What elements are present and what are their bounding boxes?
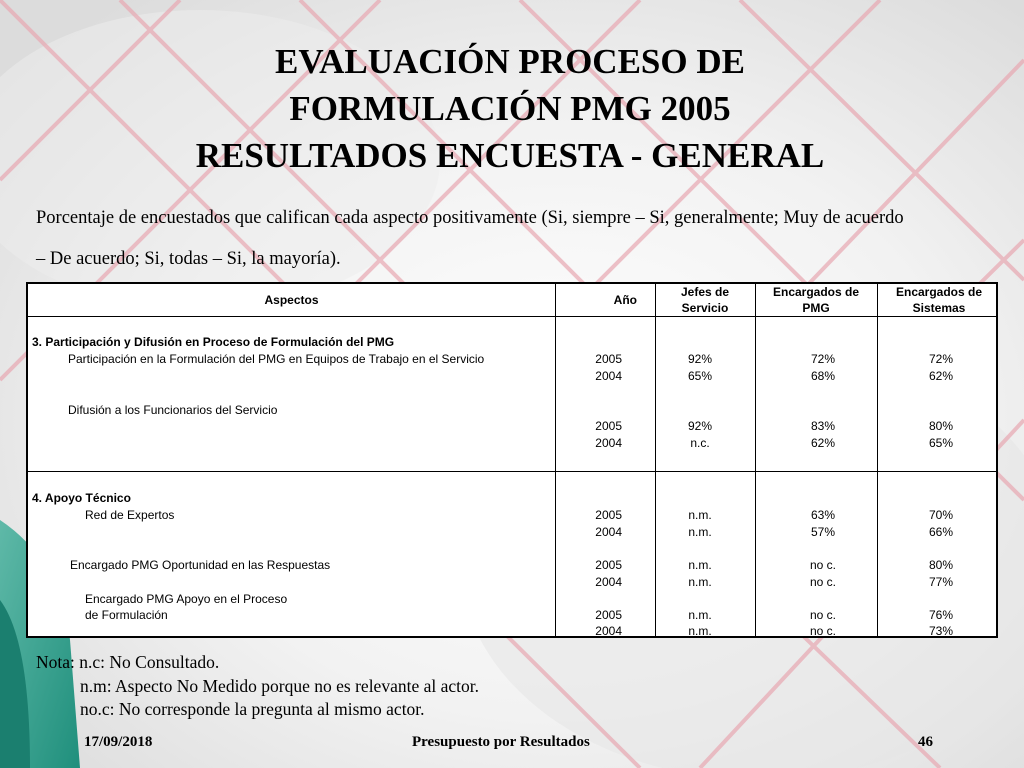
- year-cell: 2005: [595, 608, 622, 622]
- year-cell: 2005: [595, 508, 622, 522]
- sistemas-cell: 66%: [928, 525, 953, 539]
- header-anio: Año: [613, 293, 637, 307]
- aspect-label: Encargado PMG Apoyo en el Proceso: [85, 592, 288, 606]
- section-divider: [28, 471, 996, 472]
- aspect-label: Difusión a los Funcionarios del Servicio: [68, 403, 278, 417]
- year-cell: 2004: [595, 369, 622, 383]
- pmg-cell: no c.: [809, 558, 836, 572]
- sistemas-cell: 76%: [928, 608, 953, 622]
- pmg-cell: 83%: [810, 419, 836, 433]
- header-encargados-sistemas: Encargados de Sistemas: [895, 285, 983, 315]
- header-divider: [28, 316, 996, 317]
- title-line-3: RESULTADOS ENCUESTA - GENERAL: [195, 136, 825, 175]
- pmg-cell: no c.: [809, 624, 836, 638]
- header-aspectos: Aspectos: [264, 293, 319, 307]
- jefes-cell: n.m.: [688, 575, 712, 589]
- footer-title: Presupuesto por Resultados: [412, 734, 590, 750]
- year-cell: 2004: [595, 525, 622, 539]
- header-jefes: Jefes de Servicio: [680, 285, 730, 315]
- section-title: 3. Participación y Difusión en Proceso de Formulación del PMG: [32, 335, 395, 349]
- pmg-cell: 68%: [810, 369, 836, 383]
- pmg-cell: 62%: [810, 436, 836, 450]
- year-cell: 2004: [595, 624, 622, 638]
- aspect-label: Encargado PMG Oportunidad en las Respuestas: [70, 558, 331, 572]
- year-cell: 2004: [595, 436, 622, 450]
- jefes-cell: 92%: [687, 352, 713, 366]
- sistemas-cell: 65%: [928, 436, 953, 450]
- aspect-label: Participación en la Formulación del PMG en Equipos de Trabajo en el Servicio: [68, 352, 485, 366]
- header-encargados-pmg: Encargados de PMG: [772, 285, 860, 315]
- pmg-cell: 57%: [810, 525, 836, 539]
- column-divider: [555, 284, 556, 636]
- aspect-label: de Formulación: [85, 608, 168, 622]
- slide-title: [100, 38, 920, 179]
- jefes-cell: n.m.: [688, 525, 712, 539]
- note-line: Nota: n.c: No Consultado.: [36, 652, 220, 672]
- pmg-cell: no c.: [809, 575, 836, 589]
- note-line: no.c: No corresponde la pregunta al mismo actor.: [80, 699, 425, 719]
- sistemas-cell: 77%: [928, 575, 953, 589]
- results-table: [26, 282, 998, 638]
- page-number: 46: [918, 734, 933, 750]
- footer-date: 17/09/2018: [84, 734, 153, 750]
- slide-subtitle: Porcentaje de encuestados que califican cada aspecto positivamente (Si, siempre – Si, generalmente; Muy de acuerdo – De acuerdo; Si, todas – Si, la mayoría).: [36, 208, 904, 269]
- sistemas-cell: 80%: [928, 558, 953, 572]
- year-cell: 2005: [595, 352, 622, 366]
- note-line: n.m: Aspecto No Medido porque no es relevante al actor.: [80, 676, 479, 696]
- jefes-cell: 65%: [687, 369, 713, 383]
- pmg-cell: no c.: [809, 608, 836, 622]
- jefes-cell: n.m.: [688, 608, 712, 622]
- jefes-cell: n.m.: [688, 508, 712, 522]
- aspect-label: Red de Expertos: [85, 508, 175, 522]
- title-line-1: EVALUACIÓN PROCESO DE: [275, 42, 745, 81]
- jefes-cell: n.c.: [690, 436, 710, 450]
- sistemas-cell: 73%: [928, 624, 953, 638]
- pmg-cell: 72%: [810, 352, 836, 366]
- pmg-cell: 63%: [810, 508, 836, 522]
- section-title: 4. Apoyo Técnico: [32, 491, 131, 505]
- title-line-2: FORMULACIÓN PMG 2005: [289, 89, 731, 128]
- sistemas-cell: 70%: [928, 508, 953, 522]
- year-cell: 2005: [595, 558, 622, 572]
- jefes-cell: 92%: [687, 419, 713, 433]
- year-cell: 2004: [595, 575, 622, 589]
- sistemas-cell: 62%: [928, 369, 953, 383]
- sistemas-cell: 80%: [928, 419, 953, 433]
- jefes-cell: n.m.: [688, 558, 712, 572]
- column-divider: [755, 284, 756, 636]
- year-cell: 2005: [595, 419, 622, 433]
- column-divider: [655, 284, 656, 636]
- sistemas-cell: 72%: [928, 352, 953, 366]
- jefes-cell: n.m.: [688, 624, 712, 638]
